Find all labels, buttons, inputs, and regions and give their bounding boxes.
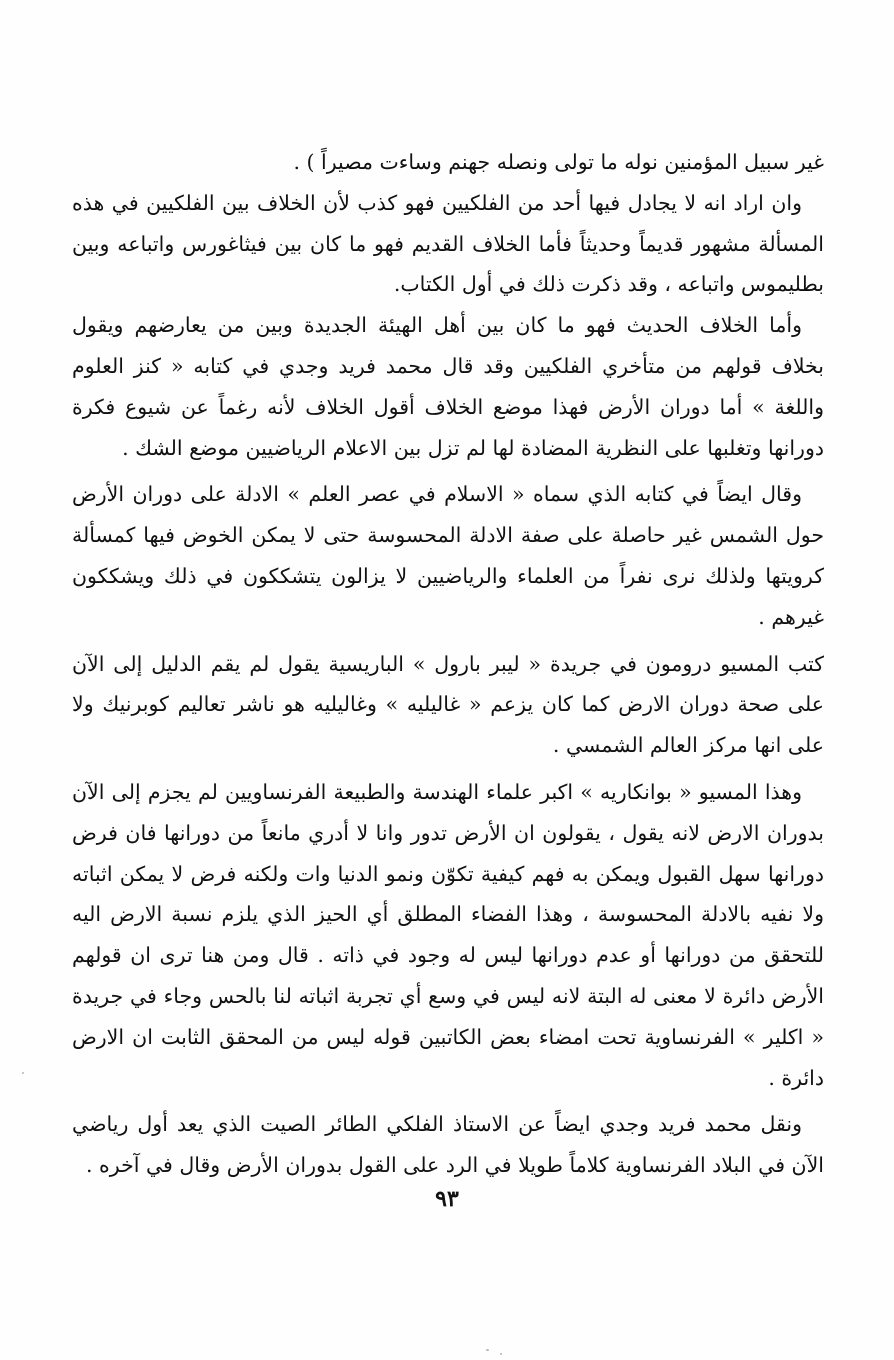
paragraph-astronomers-dispute: وان اراد انه لا يجادل فيها أحد من الفلكيين فهو كذب لأن الخلاف بين الفلكيين في هذه المسألة مشهور قديماً وحديثاً فأما الخلاف القديم فهو ما كان بين فيثاغورس واتباعه وبين بطليموس واتباعه ، وقد ذكرت ذلك في أول الكتاب. (72, 190, 824, 297)
paragraph-wajdi-citation: ونقل محمد فريد وجدي ايضاً عن الاستاذ الفلكي الطائر الصيت الذي يعد أول رياضي الآن في البلاد الفرنساوية كلاماً طويلا في الرد على القول بدوران الأرض وقال في آخره . (72, 1112, 824, 1178)
paper-speck (500, 1353, 502, 1355)
paragraph-modern-dispute: وأما الخلاف الحديث فهو ما كان بين أهل الهيئة الجديدة وبين من يعارضهم ويقول بخلاف قولهم من متأخري الفلكيين وقد قال محمد فريد وجدي في كتابه « كنز العلوم واللغة » أما دوران الأرض فهذا موضع الخلاف أقول الخلاف لأنه رغماً عن شيوع فكرة دورانها وتغلبها على النظرية المضادة لها لم تزل بين الاعلام الرياضيين موضع الشك . (72, 313, 824, 460)
body-text (72, 142, 824, 1186)
paper-speck (486, 1349, 489, 1351)
paragraph-drumont-quote: كتب المسيو درومون في جريدة « ليبر بارول » الباريسية يقول لم يقم الدليل إلى الآن على صحة دوران الارض كما كان يزعم « غاليليه » وغاليليه هو ناشر تعاليم كوبرنيك ولا على انها مركز العالم الشمسي . (72, 651, 824, 758)
paragraph-islam-science-quote: وقال ايضاً في كتابه الذي سماه « الاسلام في عصر العلم » الادلة على دوران الأرض حول الشمس غير حاصلة على صفة الادلة المحسوسة حتى لا يمكن الخوض فيها كمسألة كرويتها ولذلك نرى نفراً من العلماء والرياضيين لا يزالون يتشككون في ذلك ويشككون غيرهم . (72, 482, 824, 629)
page-number: ٩٣ (435, 1186, 459, 1212)
paragraph-quran-verse-end: غير سبيل المؤمنين نوله ما تولى ونصله جهنم وساءت مصيراً ) . (293, 150, 824, 174)
paragraph-poincare-quote: وهذا المسيو « بوانكاريه » اكبر علماء الهندسة والطبيعة الفرنساويين لم يجزم إلى الآن بدوران الارض لانه يقول ، يقولون ان الأرض تدور وانا لا أدري مانعاً من دورانها فان فرض دورانها سهل القبول ويمكن به فهم كيفية تكوّن ونمو الدنيا وات ولكنه فرض لا يمكن اثباته ولا نفيه بالادلة المحسوسة ، وهذا الفضاء المطلق أي الحيز الذي يلزم نسبة الارض اليه للتحقق من دورانها أو عدم دورانها ليس له وجود في ذاته . قال ومن هنا ترى ان قولهم الأرض دائرة لا معنى له البتة لانه ليس في وسع أي تجربة اثباته لنا بالحس وجاء في جريدة « اكلير » الفرنساوية تحت امضاء بعض الكاتبين قوله ليس من المحقق الثابت ان الارض دائرة . (72, 779, 824, 1090)
paper-speck (22, 1072, 24, 1074)
